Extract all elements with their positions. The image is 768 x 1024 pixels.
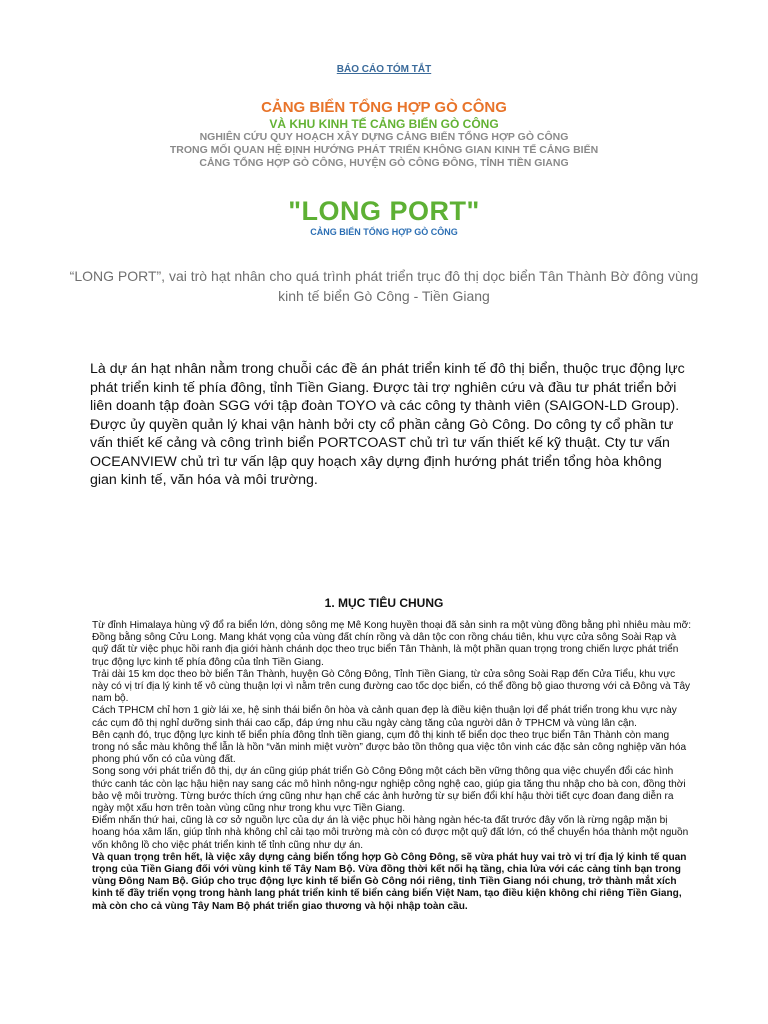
section-heading: 1. MỤC TIÊU CHUNG: [324, 596, 444, 610]
brand-title: "LONG PORT": [288, 196, 480, 226]
closing-paragraph: Và quan trọng trên hết, là việc xây dựng cảng biển tổng hợp Gò Công Đông, sẽ vừa phát huy vai trò vị trí địa lý kinh tế quan trọng của Tiền Giang đối với vùng kinh tế Tây Nam Bộ. Vừa đồng thời kết nối hạ tầng, chia lửa với các cảng tỉnh bạn trong vùng Đông Nam Bộ. Giúp cho trục động lực kinh tế biển Gò Công nói riêng, tỉnh Tiền Giang nói chung, trở thành mắt xích kinh tế đầy triển vọng trong hành lang phát triển kinh tế biển cảng biển Việt Nam, tạo điều kiện không chỉ riêng Tiền Giang, mà còn cho cả vùng Tây Nam Bộ phát triển giao thương và hội nhập toàn cầu.: [92, 851, 687, 912]
body-paragraph-6: Điểm nhấn thứ hai, cũng là cơ sở nguồn lực của dự án là việc phục hồi hàng ngàn héc-ta đất trước đây vốn là rừng ngập mặn bị hoang hóa xâm lấn, giúp tỉnh nhà không chỉ cải tạo môi trường mà còn có được một quỹ đất lớn, có thể chuyển hóa thành một nguồn vốn không lồ cho việc phát triển kinh tế tỉnh cũng như dự án.: [92, 815, 689, 851]
body-paragraph-2: Trải dài 15 km dọc theo bờ biển Tân Thành, huyện Gò Công Đông, Tỉnh Tiền Giang, từ cửa sông Soài Rạp đến Cửa Tiểu, khu vực này có vị trí địa lý kinh tế vô cùng thuận lợi vì nằm trên cung đường cao tốc dọc biển, có thể đồng bộ giao thương với cả Đông và Tây nam bộ.: [92, 668, 691, 705]
body-paragraph-1: Từ đỉnh Himalaya hùng vỹ đổ ra biển lớn, dòng sông mẹ Mê Kong huyền thoại đã sản sinh ra một vùng đồng bằng phì nhiêu màu mỡ: Đồng bằng sông Cửu Long. Mang khát vọng của vùng đất chín rồng và dân tộc con rồng cháu tiên, khu vực cửa sông Soài Rạp và quỹ đất từ việc phục hồi ranh địa giới hành chánh dọc theo trục biển Tân Thành, là một phần quan trọng trong chiến lược phát triển trục động lực kinh tế phía đông của tỉnh Tiền Giang.: [92, 620, 692, 668]
intro-paragraph: Là dự án hạt nhân nằm trong chuỗi các đề án phát triển kinh tế đô thị biển, thuộc trục động lực phát triển kinh tế phía đông, tỉnh Tiền Giang. Được tài trợ nghiên cứu và đầu tư phát triển bởi liên doanh tập đoàn SGG với tập đoàn TOYO và các công ty thành viên (SAIGON-LD Group). Được ủy quyền quản lý khai vận hành bởi cty cổ phần cảng Gò Công. Do công ty cổ phần tư vấn thiết kế cảng và công trình biển PORTCOAST chủ trì tư vấn thiết kế kỹ thuật. Cty tư vấn OCEANVIEW chủ trì tư vấn lập quy hoạch xây dựng định hướng phát triển tổng hòa không gian kinh tế, văn hóa và môi trường.: [90, 361, 685, 488]
secondary-title: VÀ KHU KINH TẾ CẢNG BIỂN GÒ CÔNG: [269, 117, 499, 131]
body-paragraph-4: Bên cạnh đó, trục động lực kinh tế biển phía đông tỉnh tiền giang, cụm đô thị kinh tế biển dọc theo trục biển Tân Thành còn mang trong nó sắc màu không thể lẫn là hồn “văn minh miệt vườn” được bảo tồn thông qua việc tôn vinh các đặc sản công nghiệp văn hóa phong phú vốn có của vùng đất.: [92, 729, 687, 766]
body-text: [92, 620, 692, 913]
main-title: CẢNG BIỂN TỔNG HỢP GÒ CÔNG: [261, 99, 507, 116]
report-label: BÁO CÁO TÓM TẮT: [336, 64, 432, 75]
body-paragraph-3: Cách TPHCM chỉ hơn 1 giờ lái xe, hệ sinh thái biển ôn hòa và cảnh quan đẹp là điều kiện thuận lợi để phát triển trong khu vực này các cụm đô thị nghỉ dưỡng sinh thái cao cấp, đáp ứng nhu cầu ngày càng tăng của người dân ở TPHCM và vùng lân cận.: [92, 705, 677, 729]
subtitle-line-1: NGHIÊN CỨU QUY HOẠCH XÂY DỰNG CẢNG BIỂN TỔNG HỢP GÒ CÔNG: [199, 131, 569, 143]
subtitle-line-3: CẢNG TỔNG HỢP GÒ CÔNG, HUYỆN GÒ CÔNG ĐÔNG, TỈNH TIỀN GIANG: [199, 157, 569, 169]
tagline: “LONG PORT”, vai trò hạt nhân cho quá trình phát triển trục đô thị dọc biển Tân Thành Bờ đông vùng kinh tế biển Gò Công - Tiền Giang: [69, 268, 699, 304]
brand-subtitle: CẢNG BIỂN TỔNG HỢP GÒ CÔNG: [310, 227, 458, 237]
body-paragraph-5: Song song với phát triển đô thị, dự án cũng giúp phát triển Gò Công Đông một cách bền vững thông qua việc chuyển đổi các hình thức canh tác còn lạc hậu hiện nay sang các mô hình nông-ngư nghiệp công nghệ cao, giúp gia tăng thu nhập cho bà con, đồng thời bảo vệ môi trường. Từng bước thích ứng cũng như hạn chế các ảnh hưởng từ sự biến đổi khí hậu thời tiết cực đoan đang diễn ra ngày một xấu hơn trên toàn vùng cũng như trong khu vực Tiền Giang.: [92, 766, 686, 815]
subtitle-line-2: TRONG MỐI QUAN HỆ ĐỊNH HƯỚNG PHÁT TRIỂN KHÔNG GIAN KINH TẾ CẢNG BIỂN: [169, 144, 599, 156]
